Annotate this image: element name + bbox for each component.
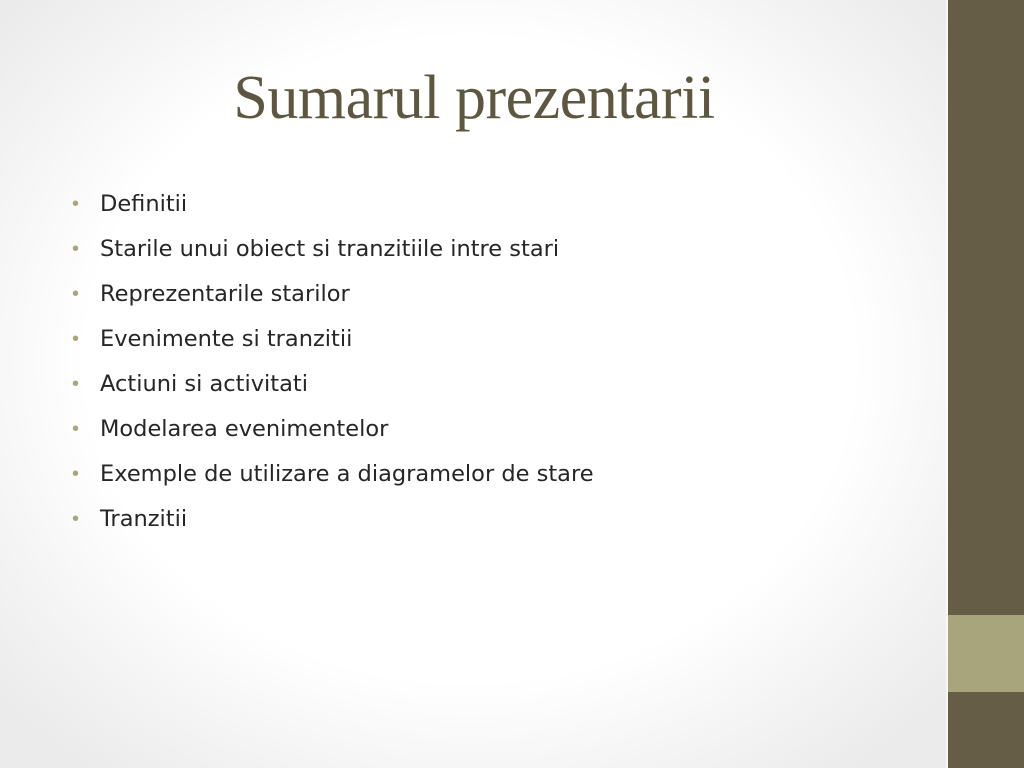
bullet-marker: • — [72, 283, 80, 305]
bullet-list — [72, 182, 594, 542]
bullet-item — [72, 272, 594, 317]
bullet-marker: • — [72, 193, 80, 215]
bullet-text: Reprezentarile starilor — [100, 281, 350, 307]
bullet-text: Actiuni si activitati — [100, 371, 308, 397]
bullet-text: Modelarea evenimentelor — [100, 416, 389, 442]
bullet-marker: • — [72, 418, 80, 440]
bullet-text: Tranzitii — [100, 506, 188, 532]
bullet-marker: • — [72, 463, 80, 485]
slide-title: Sumarul prezentarii — [233, 64, 715, 132]
bullet-marker: • — [72, 373, 80, 395]
bullet-item — [72, 497, 594, 542]
bullet-item — [72, 182, 594, 227]
bullet-text: Starile unui obiect si tranzitiile intre stari — [100, 236, 560, 262]
bullet-text: Evenimente si tranzitii — [100, 326, 353, 352]
side-bar-accent — [948, 615, 1024, 692]
bullet-text: Exemple de utilizare a diagramelor de stare — [100, 461, 594, 487]
bullet-item — [72, 407, 594, 452]
bullet-item — [72, 317, 594, 362]
bullet-marker: • — [72, 508, 80, 530]
bullet-text: Definitii — [100, 191, 188, 217]
bullet-marker: • — [72, 238, 80, 260]
bullet-item — [72, 362, 594, 407]
bullet-item — [72, 452, 594, 497]
bullet-marker: • — [72, 328, 80, 350]
bullet-item — [72, 227, 594, 272]
